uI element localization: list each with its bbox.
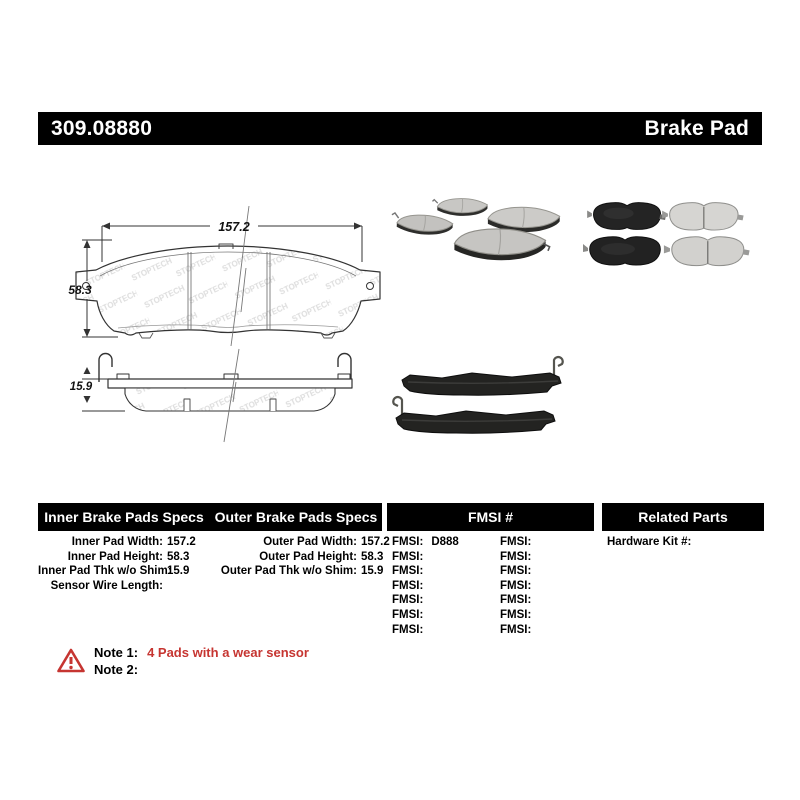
spec-label: Inner Pad Thk w/o Shim: xyxy=(38,565,172,578)
fmsi-column-1 xyxy=(392,535,459,637)
spec-label: Inner Pad Height: xyxy=(67,550,163,563)
fmsi-value: D888 xyxy=(431,536,459,548)
fmsi-label: FMSI: xyxy=(500,608,532,621)
outer-specs-title: Outer Brake Pads Specs xyxy=(214,509,378,525)
fmsi-label: FMSI: xyxy=(500,536,532,548)
related-row xyxy=(607,535,695,550)
spec-label: Outer Pad Width: xyxy=(263,536,357,548)
fmsi-label: FMSI: xyxy=(500,594,532,607)
fmsi-label: FMSI: xyxy=(500,550,532,563)
specs-table-header xyxy=(38,503,382,531)
spec-row xyxy=(38,564,196,579)
photo-pads-profile xyxy=(393,357,562,433)
spec-label: Outer Pad Thk w/o Shim: xyxy=(220,565,357,578)
fmsi-column-2 xyxy=(500,535,539,637)
fmsi-row xyxy=(392,593,459,608)
dimension-thickness xyxy=(64,367,125,411)
fmsi-table-header xyxy=(387,503,594,531)
spec-label: Outer Pad Height: xyxy=(259,550,357,563)
fmsi-row xyxy=(500,564,539,579)
spec-value: 157.2 xyxy=(361,536,390,548)
spec-row xyxy=(210,535,390,550)
spec-label: Sensor Wire Length: xyxy=(50,579,163,592)
related-parts-header xyxy=(602,503,764,531)
warning-triangle-icon xyxy=(56,647,86,674)
fmsi-label: FMSI: xyxy=(392,565,424,578)
spec-row xyxy=(38,535,196,550)
note-1-label: Note 1: xyxy=(94,645,139,660)
spec-row xyxy=(38,579,196,594)
width-dim-label: 157.2 xyxy=(218,220,250,234)
fmsi-label: FMSI: xyxy=(500,579,532,592)
photo-pads-perspective xyxy=(391,199,560,261)
note-2 xyxy=(94,662,147,677)
outer-specs-column xyxy=(210,535,390,579)
fmsi-label: FMSI: xyxy=(392,550,424,563)
product-photos xyxy=(385,190,775,460)
fmsi-row xyxy=(500,535,539,550)
related-parts-title: Related Parts xyxy=(638,509,728,525)
inner-specs-title: Inner Brake Pads Specs xyxy=(44,509,204,525)
spec-row xyxy=(210,550,390,565)
note-1 xyxy=(94,645,309,660)
fmsi-row xyxy=(392,579,459,594)
fmsi-row xyxy=(500,579,539,594)
product-name: Brake Pad xyxy=(644,116,749,140)
spec-row xyxy=(210,564,390,579)
spec-label: Inner Pad Width: xyxy=(71,536,163,548)
fmsi-row xyxy=(500,550,539,565)
pad-side-view xyxy=(99,349,352,442)
fmsi-row xyxy=(392,623,459,638)
part-number: 309.08880 xyxy=(51,116,153,140)
fmsi-label: FMSI: xyxy=(392,608,424,621)
fmsi-label: FMSI: xyxy=(392,536,424,548)
note-2-label: Note 2: xyxy=(94,662,139,677)
related-label: Hardware Kit #: xyxy=(607,536,692,548)
thickness-dim-label: 15.9 xyxy=(69,381,93,393)
spec-value: 15.9 xyxy=(361,565,384,578)
height-dim-label: 58.3 xyxy=(68,283,92,297)
fmsi-label: FMSI: xyxy=(500,565,532,578)
fmsi-row xyxy=(392,550,459,565)
related-parts-column xyxy=(607,535,695,550)
fmsi-title: FMSI # xyxy=(467,509,514,525)
fmsi-label: FMSI: xyxy=(500,623,532,636)
inner-specs-column xyxy=(38,535,196,593)
fmsi-row xyxy=(500,623,539,638)
spec-value: 157.2 xyxy=(167,536,196,548)
fmsi-label: FMSI: xyxy=(392,594,424,607)
note-1-text: 4 Pads with a wear sensor xyxy=(147,645,309,660)
fmsi-row xyxy=(392,564,459,579)
photo-pads-flat xyxy=(583,203,750,266)
spec-value: 58.3 xyxy=(167,550,190,563)
fmsi-label: FMSI: xyxy=(392,579,424,592)
spec-value: 15.9 xyxy=(167,565,190,578)
fmsi-row xyxy=(392,608,459,623)
fmsi-label: FMSI: xyxy=(392,623,424,636)
fmsi-row xyxy=(392,535,459,550)
spec-row xyxy=(38,550,196,565)
spec-value: 58.3 xyxy=(361,550,384,563)
fmsi-row xyxy=(500,593,539,608)
technical-drawing xyxy=(50,195,395,465)
fmsi-row xyxy=(500,608,539,623)
page-header-bar xyxy=(38,112,762,145)
